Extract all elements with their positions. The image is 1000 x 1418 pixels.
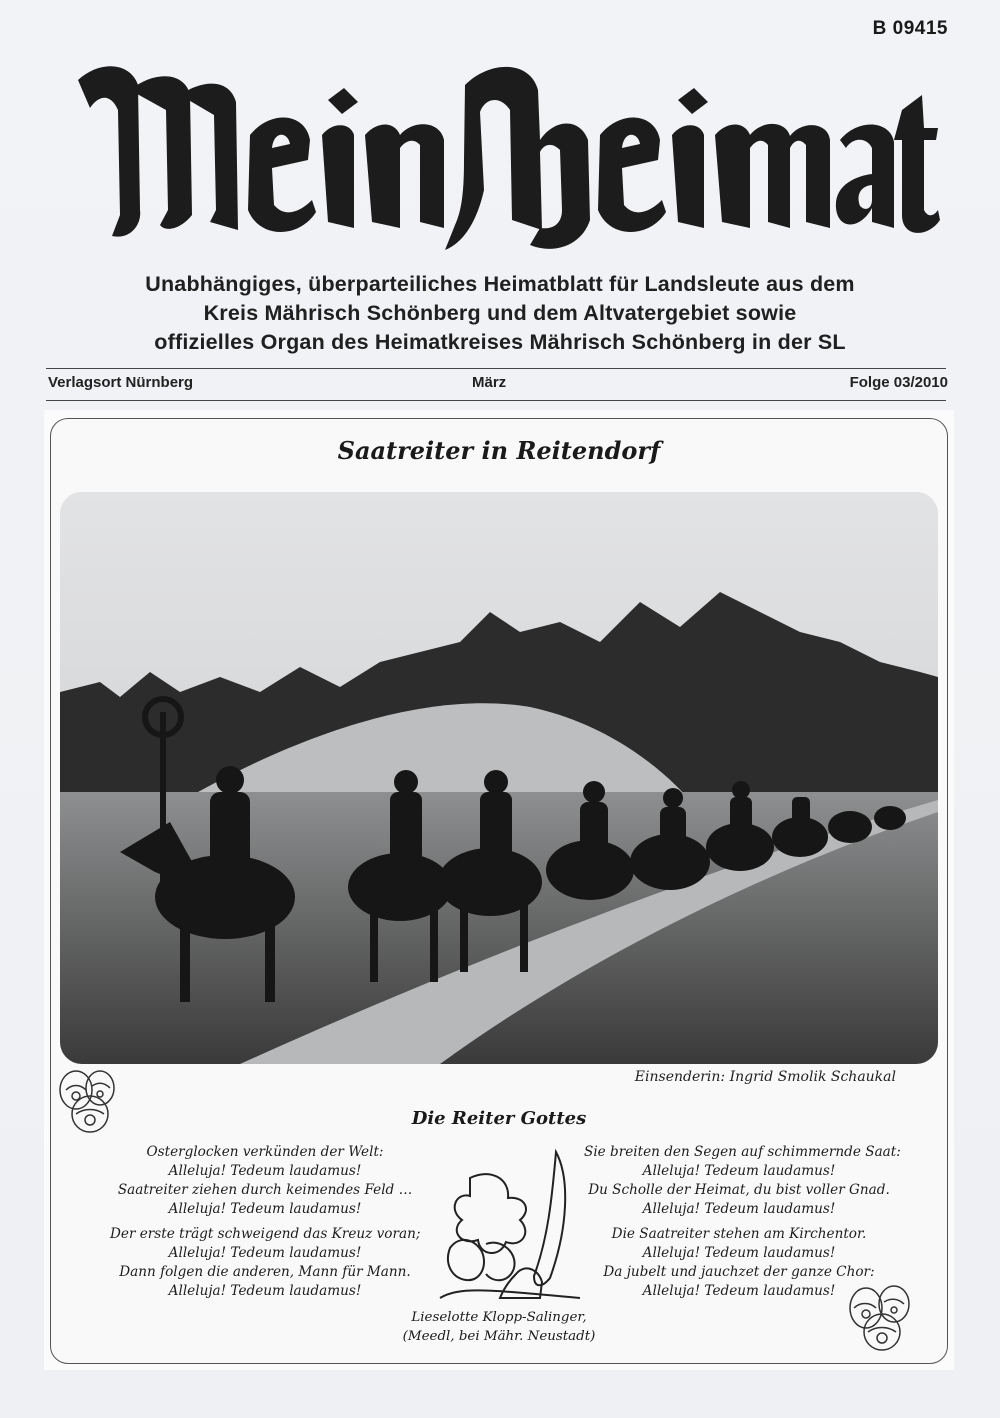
poem-line: Alleluja! Tedeum laudamus! bbox=[168, 1283, 362, 1299]
poem-line: Alleluja! Tedeum laudamus! bbox=[168, 1245, 362, 1261]
poem-title: Die Reiter Gottes bbox=[411, 1108, 587, 1129]
horse-riders-photo-icon bbox=[60, 492, 938, 1064]
divider-bottom bbox=[46, 400, 946, 401]
issue-month: März bbox=[472, 374, 507, 391]
poem-line: Die Saatreiter stehen am Kirchentor. bbox=[611, 1226, 867, 1242]
feature-title: Saatreiter in Reitendorf bbox=[337, 436, 661, 465]
postal-code: B 09415 bbox=[872, 18, 948, 39]
subtitle-line: Unabhängiges, überparteiliches Heimatblatt für Landsleute aus dem bbox=[145, 272, 855, 296]
poem-author bbox=[384, 1308, 614, 1346]
poem-line: Alleluja! Tedeum laudamus! bbox=[168, 1201, 362, 1217]
poem-line: Alleluja! Tedeum laudamus! bbox=[642, 1163, 836, 1179]
blackletter-logo-icon bbox=[60, 40, 940, 255]
poem-line: Alleluja! Tedeum laudamus! bbox=[168, 1163, 362, 1179]
poem-left-stanza-1 bbox=[110, 1143, 420, 1219]
publication-place: Verlagsort Nürnberg bbox=[48, 374, 194, 391]
poem-line: Der erste trägt schweigend das Kreuz voran; bbox=[110, 1226, 421, 1242]
daffodil-illustration-icon bbox=[430, 1148, 590, 1300]
masthead-logo bbox=[60, 40, 940, 255]
poem-right-stanza-1 bbox=[584, 1143, 901, 1219]
poem-line: Dann folgen die anderen, Mann für Mann. bbox=[119, 1264, 411, 1280]
subtitle-line: offizielles Organ des Heimatkreises Mährisch Schönberg in der SL bbox=[154, 330, 846, 354]
issue-number: Folge 03/2010 bbox=[849, 374, 948, 391]
poem-line: Alleluja! Tedeum laudamus! bbox=[642, 1245, 836, 1261]
poem-line: Alleluja! Tedeum laudamus! bbox=[642, 1201, 836, 1217]
poem-line: Sie breiten den Segen auf schimmernde Saat: bbox=[584, 1144, 901, 1160]
poem-line: Osterglocken verkünden der Welt: bbox=[146, 1144, 384, 1160]
subtitle-line: Kreis Mährisch Schönberg und dem Altvatergebiet sowie bbox=[203, 301, 797, 325]
poem-line: Alleluja! Tedeum laudamus! bbox=[642, 1283, 836, 1299]
poem-line: Da jubelt und jauchzet der ganze Chor: bbox=[603, 1264, 875, 1280]
feature-panel bbox=[44, 410, 954, 1370]
feature-photo bbox=[60, 492, 938, 1064]
subtitle bbox=[40, 270, 960, 357]
author-origin: (Meedl, bei Mähr. Neustadt) bbox=[402, 1329, 596, 1344]
divider-top bbox=[46, 368, 946, 369]
poem-line: Saatreiter ziehen durch keimendes Feld … bbox=[117, 1182, 413, 1198]
poem-left-stanza-2 bbox=[110, 1225, 420, 1301]
easter-eggs-icon bbox=[844, 1282, 920, 1352]
author-name: Lieselotte Klopp-Salinger, bbox=[411, 1310, 587, 1325]
photo-credit: Einsenderin: Ingrid Smolik Schaukal bbox=[634, 1069, 896, 1085]
poem-line: Du Scholle der Heimat, du bist voller Gnad. bbox=[588, 1182, 890, 1198]
